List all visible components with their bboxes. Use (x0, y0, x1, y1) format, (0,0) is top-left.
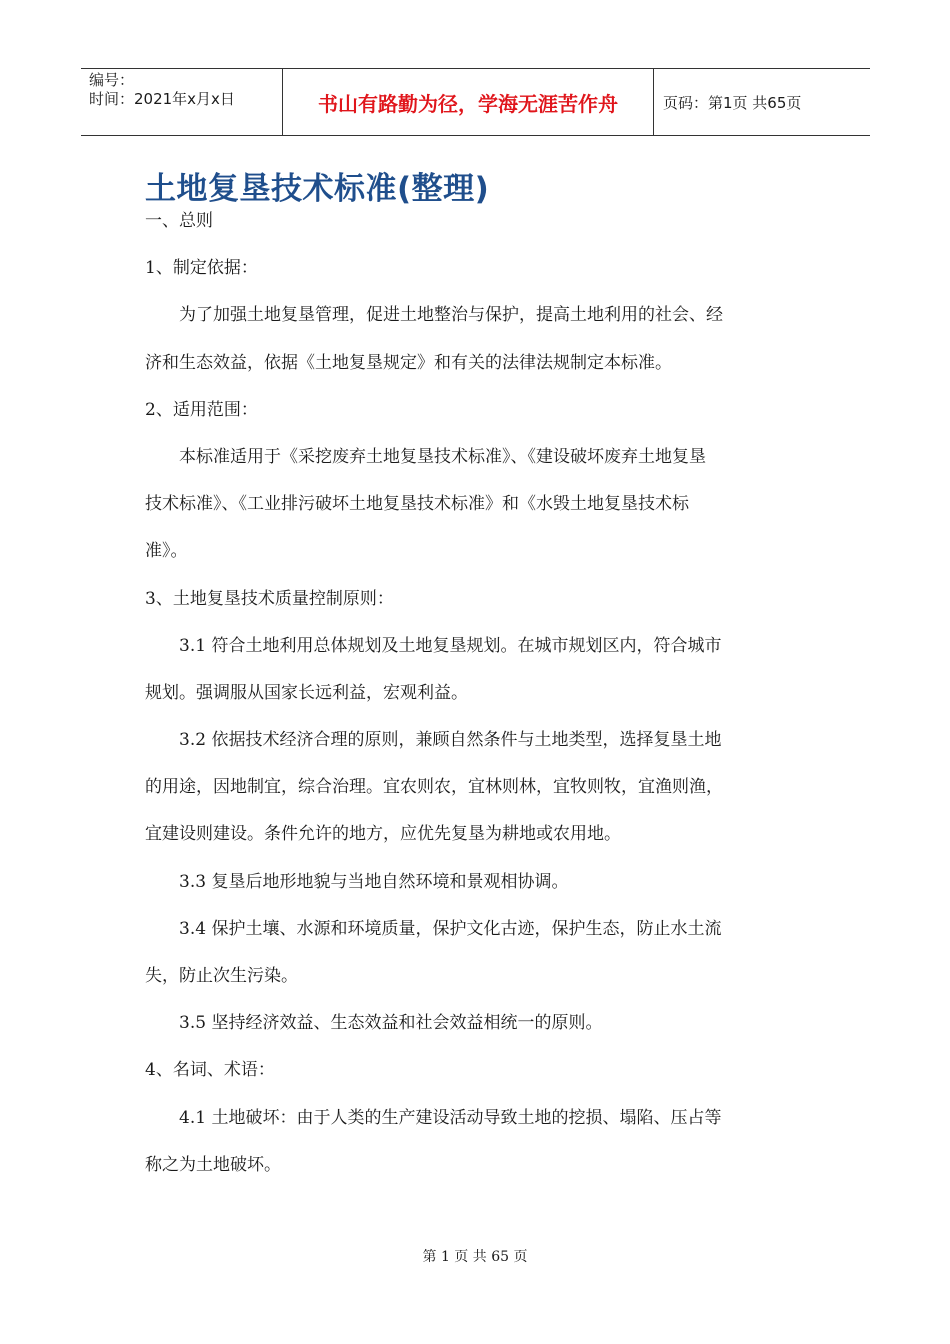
page-footer: 第 1 页 共 65 页 (422, 1249, 528, 1265)
paragraph-line: 4.1 土地破坏：由于人类的生产建设活动导致土地的挖损、塌陷、压占等 (179, 1107, 722, 1128)
paragraph-line: 济和生态效益，依据《土地复垦规定》和有关的法律法规制定本标准。 (145, 352, 672, 373)
time-label: 时间：2021年x月x日 (89, 90, 235, 108)
paragraph-line: 4、名词、术语： (145, 1060, 275, 1081)
paragraph-line: 一、总则 (145, 211, 213, 231)
paragraph-line: 称之为土地破坏。 (145, 1154, 281, 1175)
page-header (81, 68, 870, 136)
document-title: 土地复垦技术标准(整理) (145, 171, 490, 207)
paragraph-line: 本标准适用于《采挖废弃土地复垦技术标准》、《建设破坏废弃土地复垦 (179, 446, 706, 467)
header-page-info: 页码：第1页 共65页 (663, 93, 802, 112)
paragraph-line: 的用途，因地制宜，综合治理。宜农则农，宜林则林，宜牧则牧，宜渔则渔， (145, 777, 723, 798)
paragraph-line: 2、适用范围： (145, 399, 258, 420)
paragraph-line: 3.1 符合土地利用总体规划及土地复垦规划。在城市规划区内，符合城市 (179, 635, 722, 656)
header-motto: 书山有路勤为径，学海无涯苦作舟 (282, 69, 654, 135)
number-label: 编号： (89, 71, 135, 89)
paragraph-line: 技术标准》、《工业排污破坏土地复垦技术标准》和《水毁土地复垦技术标 (145, 494, 689, 515)
paragraph-line: 为了加强土地复垦管理，促进土地整治与保护，提高土地利用的社会、经 (179, 305, 723, 326)
paragraph-line: 3.2 依据技术经济合理的原则，兼顾自然条件与土地类型，选择复垦土地 (179, 730, 722, 751)
paragraph-line: 准》。 (145, 541, 188, 562)
paragraph-line: 宜建设则建设。条件允许的地方，应优先复垦为耕地或农用地。 (145, 824, 621, 845)
header-meta (81, 69, 282, 135)
document-body (145, 206, 805, 1197)
paragraph-line: 规划。强调服从国家长远利益，宏观利益。 (145, 682, 468, 703)
paragraph-line: 3、土地复垦技术质量控制原则： (145, 588, 394, 609)
paragraph-line: 3.3 复垦后地形地貌与当地自然环境和景观相协调。 (179, 871, 569, 892)
paragraph-line: 3.4 保护土壤、水源和环境质量，保护文化古迹，保护生态，防止水土流 (179, 918, 722, 939)
paragraph-line: 3.5 坚持经济效益、生态效益和社会效益相统一的原则。 (179, 1013, 603, 1034)
paragraph-line: 1、制定依据： (145, 258, 258, 279)
paragraph-line: 失，防止次生污染。 (145, 966, 298, 986)
